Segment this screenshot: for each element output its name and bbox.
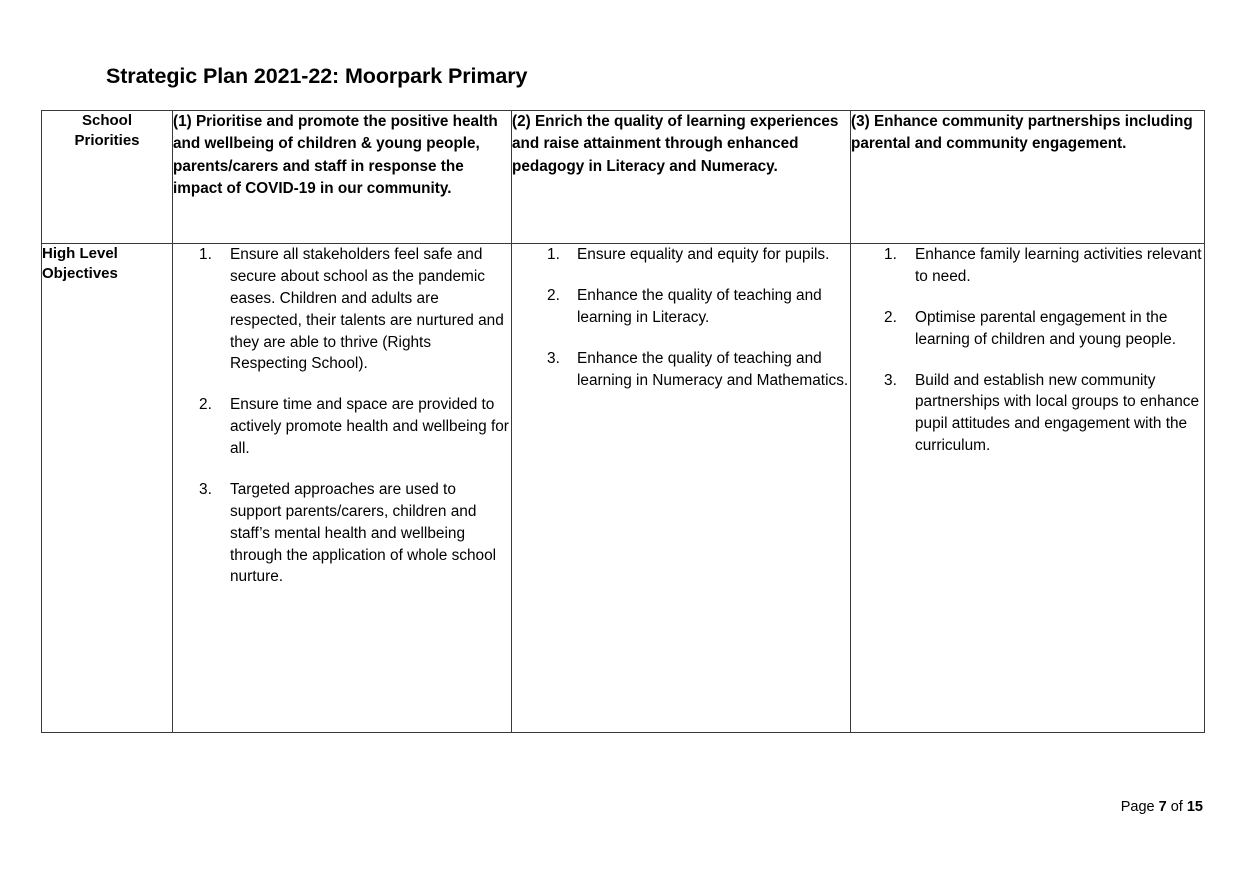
objectives-list-3: [851, 244, 1204, 457]
footer-current-page: 7: [1158, 799, 1167, 815]
page-title: Strategic Plan 2021-22: Moorpark Primary: [106, 64, 528, 88]
list-item: Optimise parental engagement in the learning of children and young people.: [915, 308, 1176, 348]
strategic-plan-table: [41, 110, 1205, 733]
table-row-high-level-objectives: [42, 244, 1205, 733]
footer-total-pages: 15: [1186, 799, 1203, 815]
row-header-school-priorities: [42, 111, 173, 244]
priority-text-3: (3) Enhance community partnerships including parental and community engagement.: [851, 113, 1193, 153]
row-header-school-priorities-line2: Priorities: [74, 132, 140, 150]
page-number-footer: [1121, 799, 1203, 816]
priority-text-1: (1) Prioritise and promote the positive health and wellbeing of children & young people, parents/carers and staff in response the impact of COVID-19 in our community.: [173, 113, 498, 197]
objectives-cell-3: [851, 244, 1205, 733]
objectives-list-2: [512, 244, 850, 391]
list-item: Ensure all stakeholders feel safe and secure about school as the pandemic eases. Children and adults are respected, their talents are nurtured and they are able to thrive (Rights Respecting School).: [230, 246, 504, 373]
row-header-objectives-line2: Objectives: [42, 265, 118, 283]
list-item: Enhance the quality of teaching and learning in Literacy.: [577, 286, 822, 326]
row-header-objectives-line1: High Level: [42, 245, 118, 262]
objectives-cell-2: [512, 244, 851, 733]
list-item: Targeted approaches are used to support parents/carers, children and staff’s mental health and wellbeing through the application of whole school nurture.: [230, 480, 497, 586]
objectives-cell-1: [173, 244, 512, 733]
footer-prefix: Page: [1120, 799, 1159, 815]
footer-middle: of: [1166, 799, 1187, 815]
objectives-list-1: [173, 244, 511, 588]
row-header-high-level-objectives: [42, 244, 173, 733]
list-item: Ensure time and space are provided to actively promote health and wellbeing for all.: [230, 396, 509, 457]
priority-text-2: (2) Enrich the quality of learning experiences and raise attainment through enhanced pedagogy in Literacy and Numeracy.: [512, 113, 839, 175]
list-item: Build and establish new community partnerships with local groups to enhance pupil attitudes and engagement with the curriculum.: [915, 371, 1200, 455]
table-row-school-priorities: [42, 111, 1205, 244]
priority-cell-3: [851, 111, 1205, 244]
priority-cell-1: [173, 111, 512, 244]
list-item: Ensure equality and equity for pupils.: [577, 246, 830, 263]
list-item: Enhance family learning activities relevant to need.: [915, 246, 1202, 285]
row-header-school-priorities-line1: School: [81, 112, 132, 129]
priority-cell-2: [512, 111, 851, 244]
list-item: Enhance the quality of teaching and learning in Numeracy and Mathematics.: [577, 349, 849, 389]
